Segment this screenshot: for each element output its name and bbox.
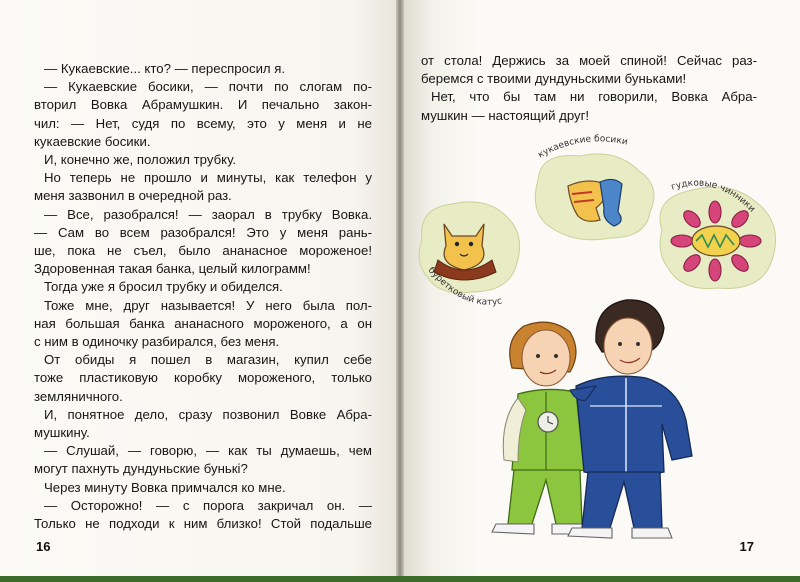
text-line: беремся с твоими дундуньскими буньками! <box>421 71 687 87</box>
text-line: могут пахнуть дундуньские бунькі? <box>34 461 248 477</box>
text-line: Здоровенная такая банка, целый килограмм! <box>34 261 311 277</box>
cat-thought-bubble <box>419 202 519 308</box>
face <box>522 330 570 386</box>
text-line: от стола! Держись за моей спиной! Сейчас раз- <box>421 53 757 68</box>
text-line: с ним в одиночку разбирался, без меня. <box>34 334 280 350</box>
text-line: — Сам во всем разобрался! Это у меня рань- <box>34 224 372 240</box>
cat-caption: буретковый катус <box>425 265 503 308</box>
text-line: — Кукаевские... кто? — переспросил я. <box>44 61 286 76</box>
text-line: Но теперь не прошло и минуты, как телефон у <box>44 170 372 186</box>
blue-jacket <box>576 376 692 476</box>
sneaker-icon <box>632 528 672 538</box>
text-line: вторил Вовка Абрамушкин. И печально закон- <box>34 97 372 113</box>
book-gutter <box>396 0 404 582</box>
text-line: Только не подходи к ним близко! Стой подальше <box>34 516 372 532</box>
green-pants <box>508 470 582 524</box>
socks-thought-bubble <box>535 134 654 240</box>
blue-pants <box>582 472 662 528</box>
text-line: кукаевские босики. <box>34 133 151 149</box>
socks-caption: кукаевские босики <box>536 134 629 161</box>
face <box>604 318 652 374</box>
page-number-right: 17 <box>739 539 754 554</box>
text-line: От обиды я пошел в магазин, купил себе <box>44 352 372 368</box>
text-line: — Слушай, — говорю, — как ты думаешь, чем <box>44 443 372 459</box>
boy-green-figure <box>492 322 590 534</box>
text-line: И, конечно же, положил трубку. <box>44 152 237 168</box>
sneaker-icon <box>492 524 534 534</box>
text-line: — Осторожно! — с порога закричал он. — <box>44 497 372 513</box>
left-page-text <box>34 60 372 533</box>
boy-blue-figure <box>568 300 692 538</box>
text-line: — Все, разобрался! — заорал в трубку Вовка. <box>44 206 372 222</box>
text-line: мушкин — настоящий друг! <box>421 107 590 123</box>
text-line: Нет, что бы там ни говорили, Вовка Абра- <box>431 89 757 105</box>
page-number-left: 16 <box>36 539 51 554</box>
text-line: земляничного. <box>34 388 123 404</box>
bottom-edge <box>0 576 800 582</box>
text-line: ная большая банка ананасного мороженого, а он <box>34 315 372 331</box>
text-line: мушкину. <box>34 425 90 441</box>
text-line: — Кукаевские босики, — почти по слогам по- <box>44 79 372 95</box>
text-line: Тогда уже я бросил трубку и обиделся. <box>44 279 283 295</box>
right-page <box>400 0 800 582</box>
text-line: Через минуту Вовка примчался ко мне. <box>44 479 286 495</box>
text-line: меня зазвонил в очередной раз. <box>34 188 232 204</box>
text-line: чил: — Нет, судя по всему, это у меня и не <box>34 115 372 131</box>
flower-caption: гудковые чинники <box>669 178 757 215</box>
boys-illustration <box>400 120 800 550</box>
flower-thought-bubble <box>660 179 776 289</box>
text-line: Тоже мне, друг называется! У него была пол- <box>44 297 372 313</box>
text-line: ше, пока не съел, было ананасное мороженое! <box>34 243 372 259</box>
sneaker-icon <box>568 528 612 538</box>
text-line: тоже пластиковую коробку мороженого, только <box>34 370 372 386</box>
right-page-text <box>421 52 757 125</box>
text-line: И, понятное дело, сразу позвонил Вовке Абра- <box>44 406 372 422</box>
